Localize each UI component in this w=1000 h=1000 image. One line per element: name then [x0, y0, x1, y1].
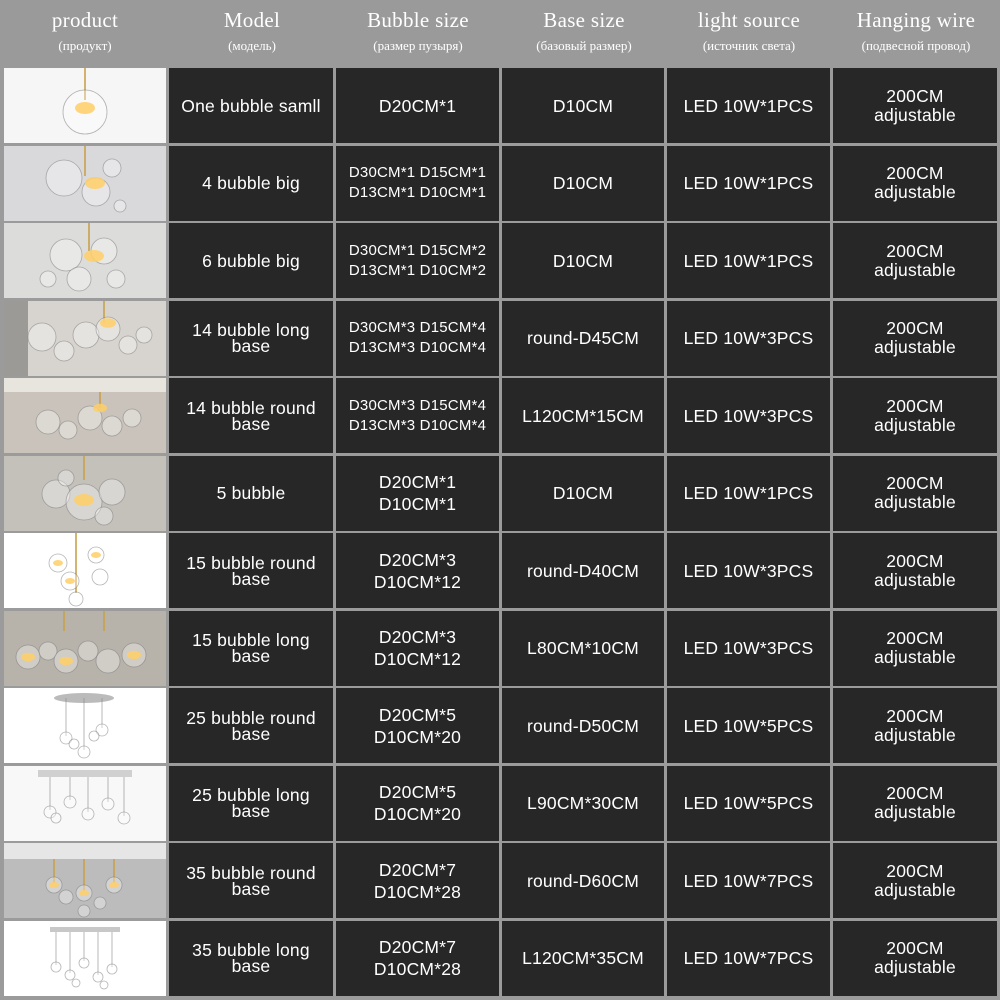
wire-value: 200CM adjustable — [874, 783, 956, 822]
model-value: 15 bubble round base — [186, 552, 316, 589]
light-cell — [667, 843, 830, 918]
model-value: 25 bubble round base — [186, 707, 316, 744]
wire-value: 200CM adjustable — [874, 163, 956, 202]
light-value: LED 10W*7PCS — [683, 870, 814, 891]
model-cell — [169, 68, 333, 143]
base-cell — [502, 688, 664, 763]
base-value: round-D40CM — [526, 560, 640, 581]
bubble-value: D30CM*1 D15CM*1 D13CM*1 D10CM*1 — [348, 164, 487, 201]
column-header-ru: (размер пузыря) — [373, 38, 463, 53]
light-value: LED 10W*3PCS — [683, 638, 814, 658]
wire-cell — [833, 68, 997, 143]
table-row — [0, 456, 1000, 531]
bubble-cell — [336, 843, 499, 918]
model-value: 35 bubble long base — [192, 940, 310, 976]
fifteen-bubble-long-lamp-photo — [4, 611, 166, 686]
light-value: LED 10W*7PCS — [683, 948, 814, 968]
wire-cell — [833, 921, 997, 996]
wire-value: 200CM adjustable — [874, 85, 956, 125]
product-thumbnail — [4, 378, 166, 453]
base-value: L120CM*35CM — [522, 948, 644, 968]
bubble-cell — [336, 611, 499, 686]
bubble-cell — [336, 533, 499, 608]
bubble-value: D20CM*5 D10CM*20 — [373, 782, 462, 824]
product-thumbnail — [4, 611, 166, 686]
wire-cell — [833, 611, 997, 686]
twentyfive-bubble-long-lamp-photo — [4, 766, 166, 841]
table-row — [0, 378, 1000, 453]
model-cell — [169, 843, 333, 918]
table-row — [0, 766, 1000, 841]
light-cell — [667, 688, 830, 763]
fourteen-bubble-round-lamp-photo — [4, 378, 166, 453]
column-header — [833, 0, 999, 68]
wire-cell — [833, 223, 997, 298]
thirtyfive-bubble-long-lamp-photo — [4, 921, 166, 996]
column-header-en: Hanging wire — [856, 8, 976, 32]
fifteen-bubble-round-lamp-photo — [4, 533, 166, 608]
model-cell — [169, 533, 333, 608]
model-value: One bubble samll — [181, 95, 321, 116]
table-row — [0, 611, 1000, 686]
wire-cell — [833, 843, 997, 918]
base-value: D10CM — [552, 483, 614, 503]
light-value: LED 10W*3PCS — [683, 405, 814, 426]
column-header-ru: (продукт) — [58, 38, 112, 53]
model-value: 14 bubble round base — [186, 397, 316, 434]
model-cell — [169, 921, 333, 996]
bubble-cell — [336, 378, 499, 453]
base-value: round-D45CM — [526, 328, 640, 348]
base-value: L80CM*10CM — [527, 638, 639, 658]
four-bubble-lamp-photo — [4, 146, 166, 221]
single-bubble-lamp-photo — [4, 68, 166, 143]
column-header — [501, 0, 667, 68]
column-header — [2, 0, 168, 68]
product-thumbnail — [4, 301, 166, 376]
column-header — [169, 0, 335, 68]
light-value: LED 10W*1PCS — [683, 95, 814, 116]
base-value: D10CM — [552, 250, 614, 271]
light-cell — [667, 456, 830, 531]
model-value: 35 bubble round base — [186, 862, 316, 899]
base-cell — [502, 456, 664, 531]
model-cell — [169, 378, 333, 453]
model-value: 6 bubble big — [202, 250, 300, 271]
bubble-cell — [336, 921, 499, 996]
light-cell — [667, 146, 830, 221]
product-thumbnail — [4, 456, 166, 531]
light-cell — [667, 68, 830, 143]
table-row — [0, 843, 1000, 918]
product-thumbnail — [4, 68, 166, 143]
table-row — [0, 68, 1000, 143]
wire-value: 200CM adjustable — [874, 550, 956, 590]
light-value: LED 10W*1PCS — [683, 173, 814, 193]
bubble-value: D20CM*3 D10CM*12 — [373, 627, 462, 669]
wire-value: 200CM adjustable — [874, 473, 956, 512]
bubble-value: D30CM*1 D15CM*2 D13CM*1 D10CM*2 — [348, 241, 487, 279]
thirtyfive-bubble-round-lamp-photo — [4, 843, 166, 918]
base-value: L120CM*15CM — [522, 405, 644, 426]
light-value: LED 10W*5PCS — [683, 793, 814, 813]
base-cell — [502, 533, 664, 608]
column-header-en: Bubble size — [367, 8, 469, 32]
model-value: 4 bubble big — [202, 173, 300, 193]
wire-cell — [833, 688, 997, 763]
light-cell — [667, 301, 830, 376]
twentyfive-bubble-round-lamp-photo — [4, 688, 166, 763]
bubble-cell — [336, 456, 499, 531]
wire-value: 200CM adjustable — [874, 240, 956, 280]
model-cell — [169, 223, 333, 298]
product-thumbnail — [4, 688, 166, 763]
base-value: D10CM — [552, 95, 614, 116]
bubble-value: D20CM*7 D10CM*28 — [373, 859, 462, 902]
wire-value: 200CM adjustable — [874, 318, 956, 357]
base-cell — [502, 301, 664, 376]
model-cell — [169, 301, 333, 376]
table-row — [0, 533, 1000, 608]
wire-cell — [833, 456, 997, 531]
base-cell — [502, 68, 664, 143]
base-value: L90CM*30CM — [527, 793, 639, 813]
bubble-value: D20CM*7 D10CM*28 — [373, 937, 462, 979]
base-value: D10CM — [552, 173, 614, 193]
base-cell — [502, 146, 664, 221]
model-cell — [169, 146, 333, 221]
column-header — [666, 0, 832, 68]
model-value: 5 bubble — [216, 483, 286, 503]
product-thumbnail — [4, 533, 166, 608]
model-cell — [169, 611, 333, 686]
bubble-cell — [336, 688, 499, 763]
light-value: LED 10W*3PCS — [683, 328, 814, 348]
column-header-ru: (модель) — [228, 38, 276, 53]
table-row — [0, 223, 1000, 298]
base-value: round-D50CM — [526, 715, 640, 736]
product-thumbnail — [4, 223, 166, 298]
base-cell — [502, 611, 664, 686]
table-header — [0, 0, 1000, 68]
model-value: 25 bubble long base — [192, 785, 310, 821]
five-bubble-lamp-photo — [4, 456, 166, 531]
model-cell — [169, 766, 333, 841]
column-header-ru: (источник света) — [702, 38, 796, 53]
spec-table — [0, 68, 1000, 1000]
bubble-cell — [336, 146, 499, 221]
wire-cell — [833, 766, 997, 841]
table-row — [0, 301, 1000, 376]
base-cell — [502, 766, 664, 841]
column-header-en: Model — [223, 8, 281, 32]
bubble-cell — [336, 68, 499, 143]
wire-value: 200CM adjustable — [874, 860, 956, 900]
bubble-value: D20CM*1 D10CM*1 — [378, 472, 457, 514]
bubble-value: D20CM*1 — [378, 95, 457, 116]
wire-value: 200CM adjustable — [874, 395, 956, 435]
table-row — [0, 688, 1000, 763]
table-row — [0, 921, 1000, 996]
base-cell — [502, 921, 664, 996]
bubble-value: D20CM*5 D10CM*20 — [373, 704, 462, 747]
wire-value: 200CM adjustable — [874, 628, 956, 667]
light-cell — [667, 533, 830, 608]
light-value: LED 10W*1PCS — [683, 483, 814, 503]
bubble-cell — [336, 223, 499, 298]
wire-value: 200CM adjustable — [874, 705, 956, 745]
model-value: 15 bubble long base — [192, 630, 310, 666]
bubble-cell — [336, 766, 499, 841]
light-value: LED 10W*5PCS — [683, 715, 814, 736]
product-thumbnail — [4, 766, 166, 841]
bubble-value: D30CM*3 D15CM*4 D13CM*3 D10CM*4 — [348, 319, 487, 356]
column-header-en: product — [51, 8, 119, 32]
wire-cell — [833, 378, 997, 453]
model-value: 14 bubble long base — [192, 320, 310, 356]
base-cell — [502, 223, 664, 298]
column-header-en: light source — [697, 8, 801, 32]
product-thumbnail — [4, 146, 166, 221]
six-bubble-lamp-photo — [4, 223, 166, 298]
fourteen-bubble-long-lamp-photo — [4, 301, 166, 376]
light-cell — [667, 921, 830, 996]
light-value: LED 10W*1PCS — [683, 250, 814, 271]
product-thumbnail — [4, 843, 166, 918]
model-cell — [169, 456, 333, 531]
wire-cell — [833, 533, 997, 608]
bubble-value: D20CM*3 D10CM*12 — [373, 549, 462, 592]
base-value: round-D60CM — [526, 870, 640, 891]
light-cell — [667, 223, 830, 298]
light-cell — [667, 378, 830, 453]
bubble-cell — [336, 301, 499, 376]
column-header-ru: (базовый размер) — [536, 38, 632, 53]
light-cell — [667, 766, 830, 841]
bubble-value: D30CM*3 D15CM*4 D13CM*3 D10CM*4 — [348, 396, 487, 434]
wire-cell — [833, 146, 997, 221]
base-cell — [502, 378, 664, 453]
light-cell — [667, 611, 830, 686]
wire-value: 200CM adjustable — [874, 938, 956, 977]
product-thumbnail — [4, 921, 166, 996]
light-value: LED 10W*3PCS — [683, 560, 814, 581]
wire-cell — [833, 301, 997, 376]
model-cell — [169, 688, 333, 763]
column-header-en: Base size — [543, 8, 625, 32]
table-row — [0, 146, 1000, 221]
column-header-ru: (подвесной провод) — [861, 38, 971, 53]
column-header — [335, 0, 501, 68]
base-cell — [502, 843, 664, 918]
